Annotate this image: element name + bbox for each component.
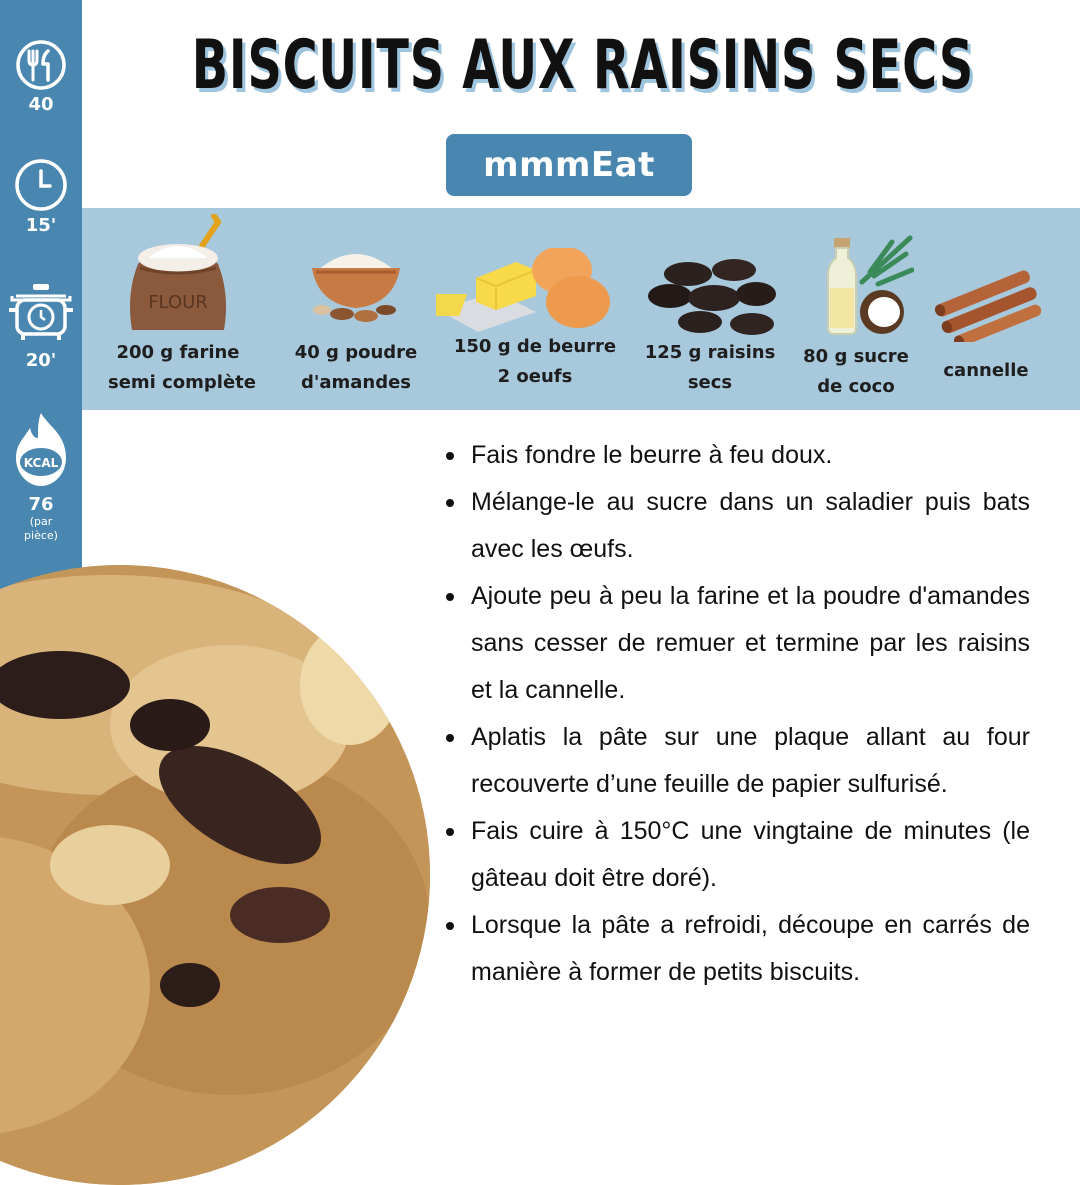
cook-time-value: 20' xyxy=(25,350,57,371)
cookie-photo xyxy=(0,565,430,1185)
ingredient-coconut-line1: 80 g sucre xyxy=(803,346,909,367)
cutlery-icon xyxy=(14,38,68,92)
calories-block xyxy=(0,410,82,543)
calories-value: 76 xyxy=(28,494,54,515)
cinnamon-sticks-icon xyxy=(934,270,1042,342)
ingredient-cinnamon-label xyxy=(916,356,1056,386)
step-item: Ajoute peu à peu la farine et la poudre d'amandes sans cesser de remuer et termine par les raisins et la cannelle. xyxy=(440,573,1030,714)
ingredient-flour-label xyxy=(108,338,256,398)
ingredient-flour-line2: semi complète xyxy=(108,372,256,393)
prep-time-block xyxy=(0,157,82,236)
step-item: Fais fondre le beurre à feu doux. xyxy=(440,432,1030,479)
ingredient-raisins-line2: secs xyxy=(687,372,733,393)
flame-kcal-icon xyxy=(8,410,74,490)
almond-powder-bowl-icon xyxy=(308,238,404,322)
preparation-steps xyxy=(440,432,1030,996)
ingredient-raisins-label xyxy=(640,338,780,398)
ingredient-almond-label xyxy=(286,338,426,398)
ingredient-flour-line1: 200 g farine xyxy=(116,342,240,363)
flour-sack-icon xyxy=(126,214,230,332)
raisins-icon xyxy=(648,258,778,338)
coconut-sugar-icon xyxy=(822,232,914,336)
brand-logo: mmmEat xyxy=(446,134,692,196)
flour-sack-label: FLOUR xyxy=(148,292,208,313)
ingredient-raisins-line1: 125 g raisins xyxy=(644,342,776,363)
ingredient-almond-line2: d'amandes xyxy=(300,372,412,393)
clock-icon xyxy=(13,157,69,213)
portions-block xyxy=(0,38,82,115)
ingredient-butter-line2: 2 oeufs xyxy=(497,366,573,387)
ingredient-almond-line1: 40 g poudre xyxy=(294,342,418,363)
prep-time-value: 15' xyxy=(25,215,57,236)
ingredient-cinnamon-line1: cannelle xyxy=(943,360,1029,381)
portions-value: 40 xyxy=(28,94,54,115)
step-item: Aplatis la pâte sur une plaque allant au four recouverte d’une feuille de papier sulfurisé. xyxy=(440,714,1030,808)
cookie-photo-illustration xyxy=(0,565,430,1185)
ingredient-coconut-line2: de coco xyxy=(817,376,895,397)
step-item: Mélange-le au sucre dans un saladier puis bats avec les œufs. xyxy=(440,479,1030,573)
ingredient-butter-line1: 150 g de beurre xyxy=(453,336,617,357)
ingredient-coconut-label xyxy=(786,342,926,402)
calories-unit-line1: (par xyxy=(29,515,53,528)
step-item: Lorsque la pâte a refroidi, découpe en carrés de manière à former de petits biscuits. xyxy=(440,902,1030,996)
recipe-title: BISCUITS AUX RAISINS SECS xyxy=(191,26,974,105)
cooking-pot-icon xyxy=(8,282,74,344)
ingredient-butter-label xyxy=(450,332,620,392)
kcal-badge-label: KCAL xyxy=(23,456,59,470)
step-item: Fais cuire à 150°C une vingtaine de minutes (le gâteau doit être doré). xyxy=(440,808,1030,902)
butter-eggs-icon xyxy=(436,248,620,332)
ingredients-band xyxy=(82,208,1080,410)
calories-unit-line2: pièce) xyxy=(24,529,58,542)
cook-time-block xyxy=(0,282,82,371)
